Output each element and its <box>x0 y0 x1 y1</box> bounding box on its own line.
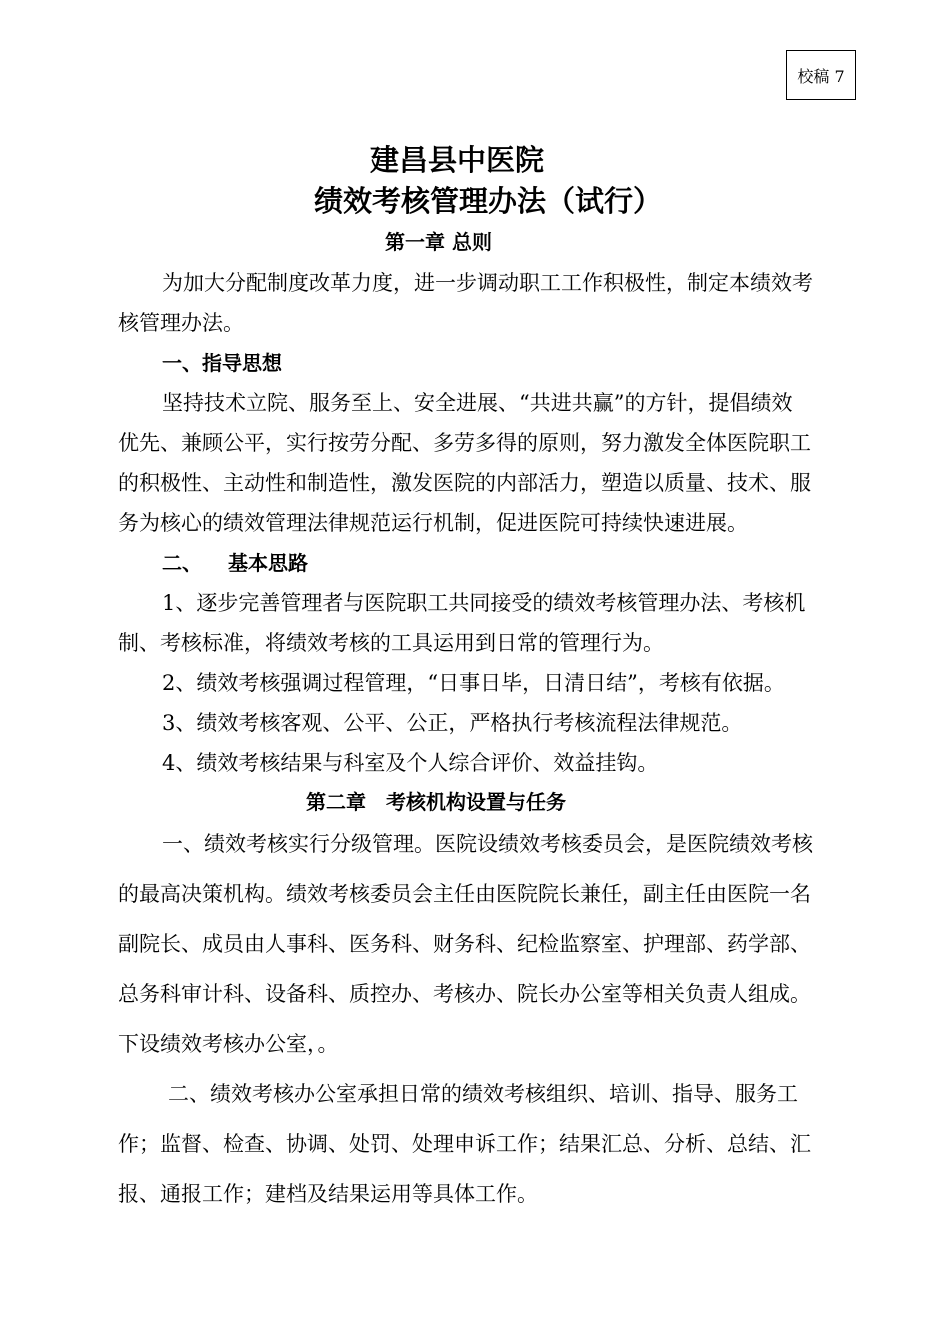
section2-heading-text: 基本思路 <box>228 551 308 575</box>
document-title-line2: 绩效考核管理办法（试行） <box>314 184 663 218</box>
chapter2-para2-line: 作；监督、检查、协调、处罚、处理申诉工作；结果汇总、分析、总结、汇 <box>118 1132 811 1156</box>
draft-label: 校稿 7 <box>797 66 845 86</box>
chapter2-para2-line: 报、通报工作；建档及结果运用等具体工作。 <box>118 1182 538 1206</box>
chapter2-para1-line: 的最高决策机构。绩效考核委员会主任由医院院长兼任，副主任由医院一名 <box>118 882 811 906</box>
section2-item-line: 1、逐步完善管理者与医院职工共同接受的绩效考核管理办法、考核机 <box>162 591 806 615</box>
document-title-line1: 建昌县中医院 <box>370 143 545 177</box>
chapter2-para1-line: 一、绩效考核实行分级管理。医院设绩效考核委员会，是医院绩效考核 <box>162 832 813 856</box>
section1-body-line: 优先、兼顾公平，实行按劳分配、多劳多得的原则，努力激发全体医院职工 <box>118 431 811 455</box>
section2-item-line: 4、绩效考核结果与科室及个人综合评价、效益挂钩。 <box>162 751 659 775</box>
section1-heading: 一、指导思想 <box>162 351 282 375</box>
section2-item-line: 2、绩效考核强调过程管理，“日事日毕，日清日结”，考核有依据。 <box>162 671 785 695</box>
chapter1-heading: 第一章 总则 <box>385 230 492 254</box>
chapter2-para1-line: 下设绩效考核办公室，。 <box>118 1032 339 1056</box>
chapter2-heading: 第二章 考核机构设置与任务 <box>306 790 566 814</box>
chapter2-para1-line: 总务科审计科、设备科、质控办、考核办、院长办公室等相关负责人组成。 <box>118 982 811 1006</box>
chapter1-intro-line: 核管理办法。 <box>118 311 244 335</box>
section2-item-line: 3、绩效考核客观、公平、公正，严格执行考核流程法律规范。 <box>162 711 743 735</box>
chapter2-para1-line: 副院长、成员由人事科、医务科、财务科、纪检监察室、护理部、药学部、 <box>118 932 811 956</box>
chapter1-intro-line: 为加大分配制度改革力度，进一步调动职工工作积极性，制定本绩效考 <box>162 271 813 295</box>
section1-body-line: 坚持技术立院、服务至上、安全进展、“共进共赢”的方针，提倡绩效 <box>162 391 793 415</box>
section1-body-line: 的积极性、主动性和制造性，激发医院的内部活力，塑造以质量、技术、服 <box>118 471 811 495</box>
section2-heading-number: 二、 <box>162 551 202 575</box>
chapter2-para2-line: 二、绩效考核办公室承担日常的绩效考核组织、培训、指导、服务工 <box>168 1082 798 1106</box>
section1-body-line: 务为核心的绩效管理法律规范运行机制，促进医院可持续快速进展。 <box>118 511 748 535</box>
draft-label-box <box>786 50 856 100</box>
section2-item-line: 制、考核标准，将绩效考核的工具运用到日常的管理行为。 <box>118 631 664 655</box>
